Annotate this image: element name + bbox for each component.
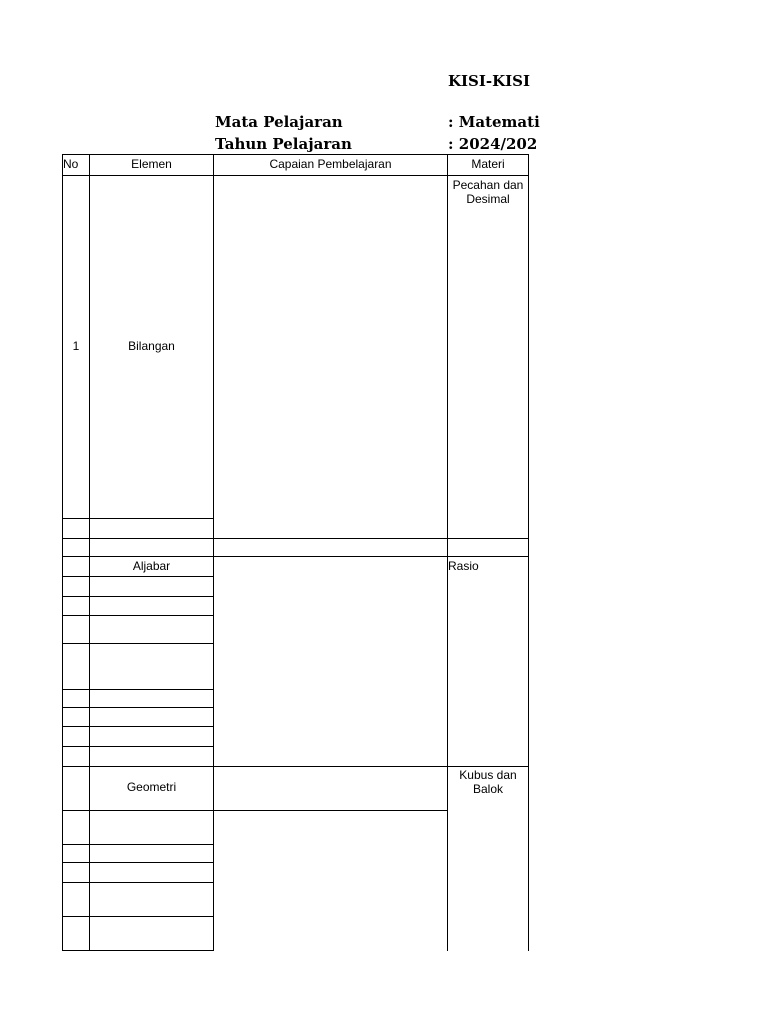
column-header-materi: Materi — [471, 157, 505, 171]
grid-line — [213, 154, 214, 951]
grid-line — [62, 596, 213, 597]
grid-line — [62, 746, 213, 747]
grid-line — [62, 862, 213, 863]
year-label: Tahun Pelajaran — [215, 135, 352, 153]
materi-rasio: Rasio — [448, 559, 479, 573]
grid-line — [89, 154, 90, 951]
column-header-capaian: Capaian Pembelajaran — [269, 157, 392, 171]
materi-kubus-balok: Kubus dan Balok — [459, 768, 517, 796]
column-header-elemen: Elemen — [131, 157, 172, 171]
grid-line — [62, 707, 213, 708]
grid-line — [447, 154, 448, 951]
grid-line — [62, 518, 213, 519]
grid-line — [62, 643, 213, 644]
grid-line — [62, 154, 529, 155]
year-value: : 2024/202 — [448, 135, 538, 153]
elemen-aljabar: Aljabar — [132, 559, 171, 573]
row-number: 1 — [72, 339, 80, 353]
subject-label: Mata Pelajaran — [215, 113, 343, 131]
subject-value: : Matemati — [448, 113, 540, 131]
grid-line — [62, 154, 63, 951]
column-header-no: No — [63, 157, 79, 171]
grid-line — [528, 154, 529, 951]
materi-pecahan-desimal: Pecahan dan Desimal — [452, 178, 524, 206]
document-title: KISI-KISI — [448, 72, 531, 90]
grid-line — [62, 726, 213, 727]
grid-line — [62, 766, 529, 767]
grid-line — [62, 615, 213, 616]
grid-line — [62, 175, 529, 176]
grid-line — [62, 556, 529, 557]
grid-line — [62, 882, 213, 883]
elemen-geometri: Geometri — [126, 780, 177, 794]
grid-line — [62, 916, 213, 917]
grid-line — [62, 538, 529, 539]
grid-line — [62, 844, 213, 845]
elemen-bilangan: Bilangan — [128, 339, 175, 353]
grid-line — [62, 810, 447, 811]
grid-line — [62, 576, 213, 577]
grid-line — [62, 950, 213, 951]
grid-line — [62, 689, 213, 690]
